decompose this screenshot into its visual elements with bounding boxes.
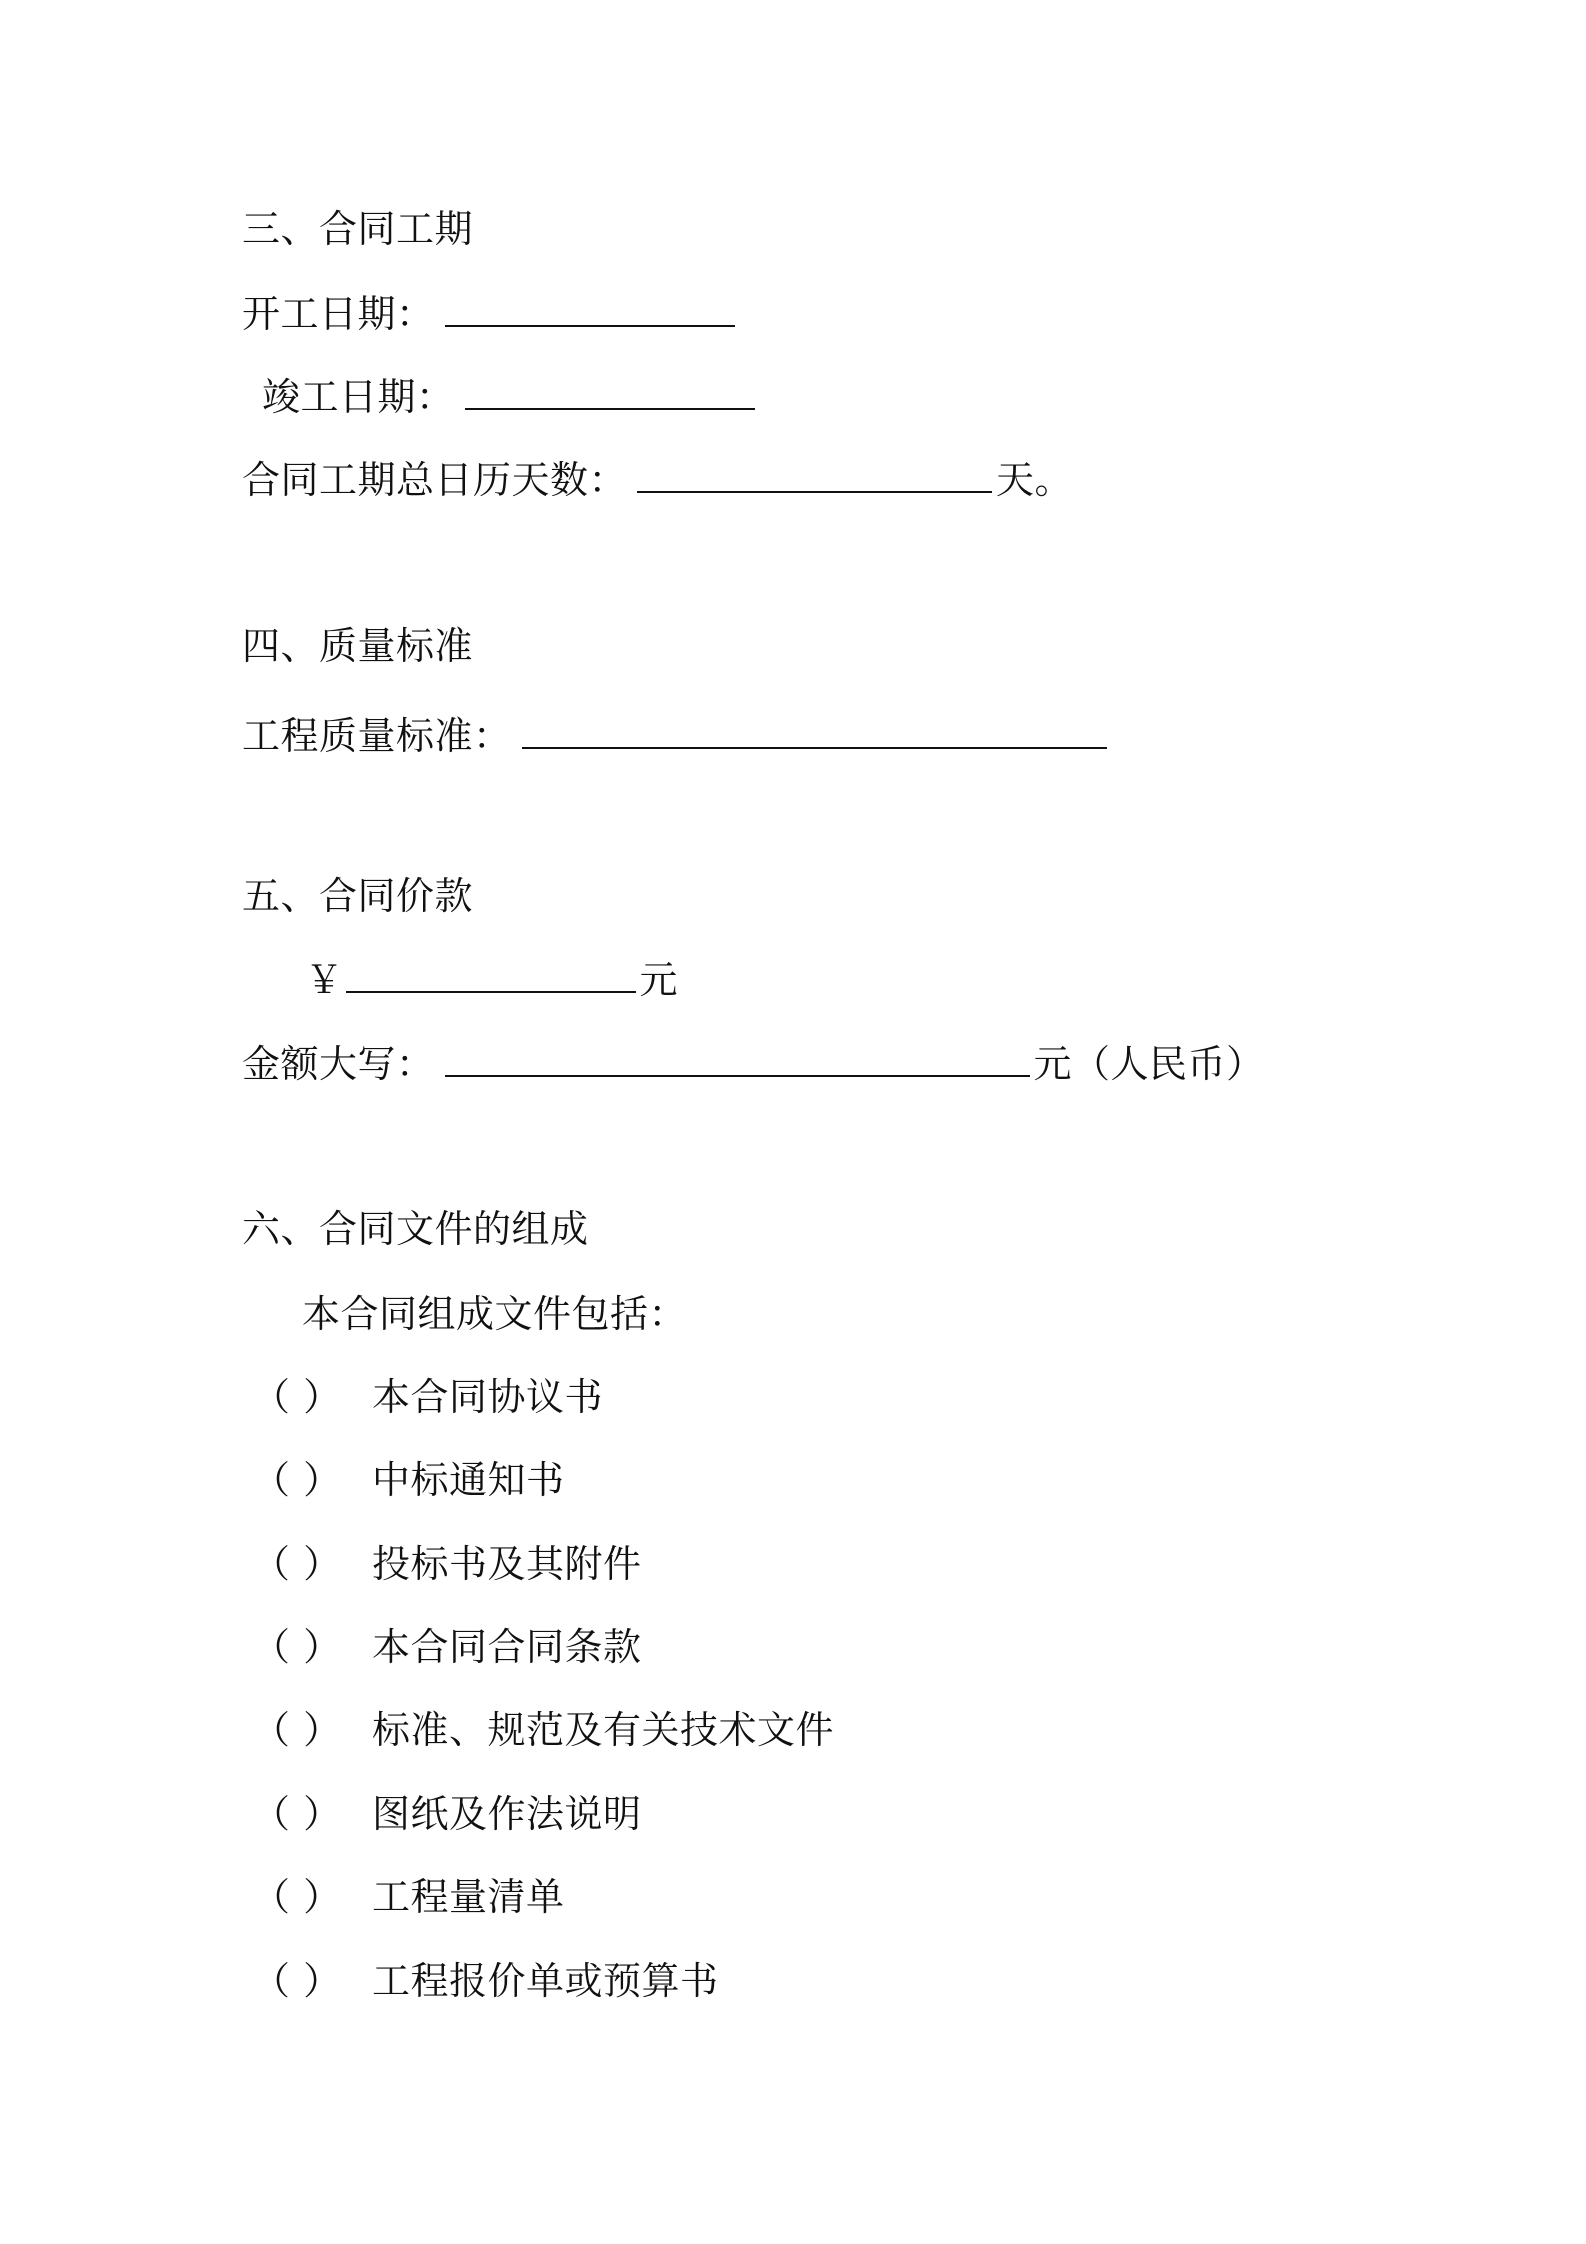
end-date-row bbox=[262, 373, 759, 421]
amount-row bbox=[305, 956, 678, 1004]
list-item-label: 本合同合同条款 bbox=[372, 1625, 642, 1669]
quality-label: 工程质量标准： bbox=[242, 714, 512, 758]
total-days-label: 合同工期总日历天数： bbox=[242, 458, 628, 502]
check-box-1[interactable]: （ ） bbox=[252, 1375, 342, 1419]
list-item-label: 图纸及作法说明 bbox=[372, 1792, 642, 1836]
list-item bbox=[252, 1540, 642, 1588]
total-days-blank[interactable] bbox=[637, 457, 992, 493]
list-item bbox=[252, 1456, 565, 1504]
quality-blank[interactable] bbox=[522, 713, 1107, 749]
list-item bbox=[252, 1873, 565, 1921]
section-3-heading bbox=[242, 205, 473, 253]
end-date-label: 竣工日期： bbox=[262, 375, 455, 419]
section-3-heading-text: 三、合同工期 bbox=[242, 207, 474, 251]
list-item bbox=[252, 1623, 642, 1671]
capital-amount-label: 金额大写： bbox=[242, 1042, 435, 1086]
check-box-4[interactable]: （ ） bbox=[252, 1625, 342, 1669]
list-item-label: 投标书及其附件 bbox=[372, 1542, 642, 1586]
list-item-label: 中标通知书 bbox=[372, 1458, 565, 1502]
capital-amount-row bbox=[242, 1040, 1265, 1088]
list-item bbox=[252, 1957, 719, 2005]
section-4-heading-text: 四、质量标准 bbox=[242, 624, 474, 668]
check-box-5[interactable]: （ ） bbox=[252, 1708, 342, 1752]
list-item bbox=[252, 1790, 642, 1838]
check-box-8[interactable]: （ ） bbox=[252, 1959, 342, 2003]
section-6-intro bbox=[302, 1290, 687, 1338]
capital-amount-suffix: 元（人民币） bbox=[1033, 1042, 1265, 1086]
start-date-row bbox=[242, 290, 739, 338]
section-6-heading-text: 六、合同文件的组成 bbox=[242, 1207, 589, 1251]
list-item-label: 工程量清单 bbox=[372, 1875, 565, 1919]
check-box-7[interactable]: （ ） bbox=[252, 1875, 342, 1919]
section-6-intro-text: 本合同组成文件包括： bbox=[302, 1292, 688, 1336]
section-5-heading-text: 五、合同价款 bbox=[242, 874, 474, 918]
check-box-2[interactable]: （ ） bbox=[252, 1458, 342, 1502]
quality-row bbox=[242, 712, 1111, 760]
check-box-6[interactable]: （ ） bbox=[252, 1792, 342, 1836]
start-date-blank[interactable] bbox=[445, 291, 735, 327]
end-date-blank[interactable] bbox=[465, 374, 755, 410]
section-4-heading bbox=[242, 622, 473, 670]
list-item bbox=[252, 1706, 834, 1754]
section-5-heading bbox=[242, 872, 473, 920]
start-date-label: 开工日期： bbox=[242, 292, 435, 336]
currency-symbol: ￥ bbox=[305, 958, 344, 1002]
total-days-row bbox=[242, 456, 1073, 504]
capital-amount-blank[interactable] bbox=[445, 1041, 1030, 1077]
list-item-label: 标准、规范及有关技术文件 bbox=[372, 1708, 835, 1752]
list-item bbox=[252, 1373, 603, 1421]
total-days-suffix: 天。 bbox=[996, 458, 1074, 502]
amount-suffix: 元 bbox=[639, 958, 679, 1002]
list-item-label: 本合同协议书 bbox=[372, 1375, 604, 1419]
section-6-heading bbox=[242, 1205, 589, 1253]
list-item-label: 工程报价单或预算书 bbox=[372, 1959, 719, 2003]
check-box-3[interactable]: （ ） bbox=[252, 1542, 342, 1586]
amount-blank[interactable] bbox=[346, 957, 636, 993]
